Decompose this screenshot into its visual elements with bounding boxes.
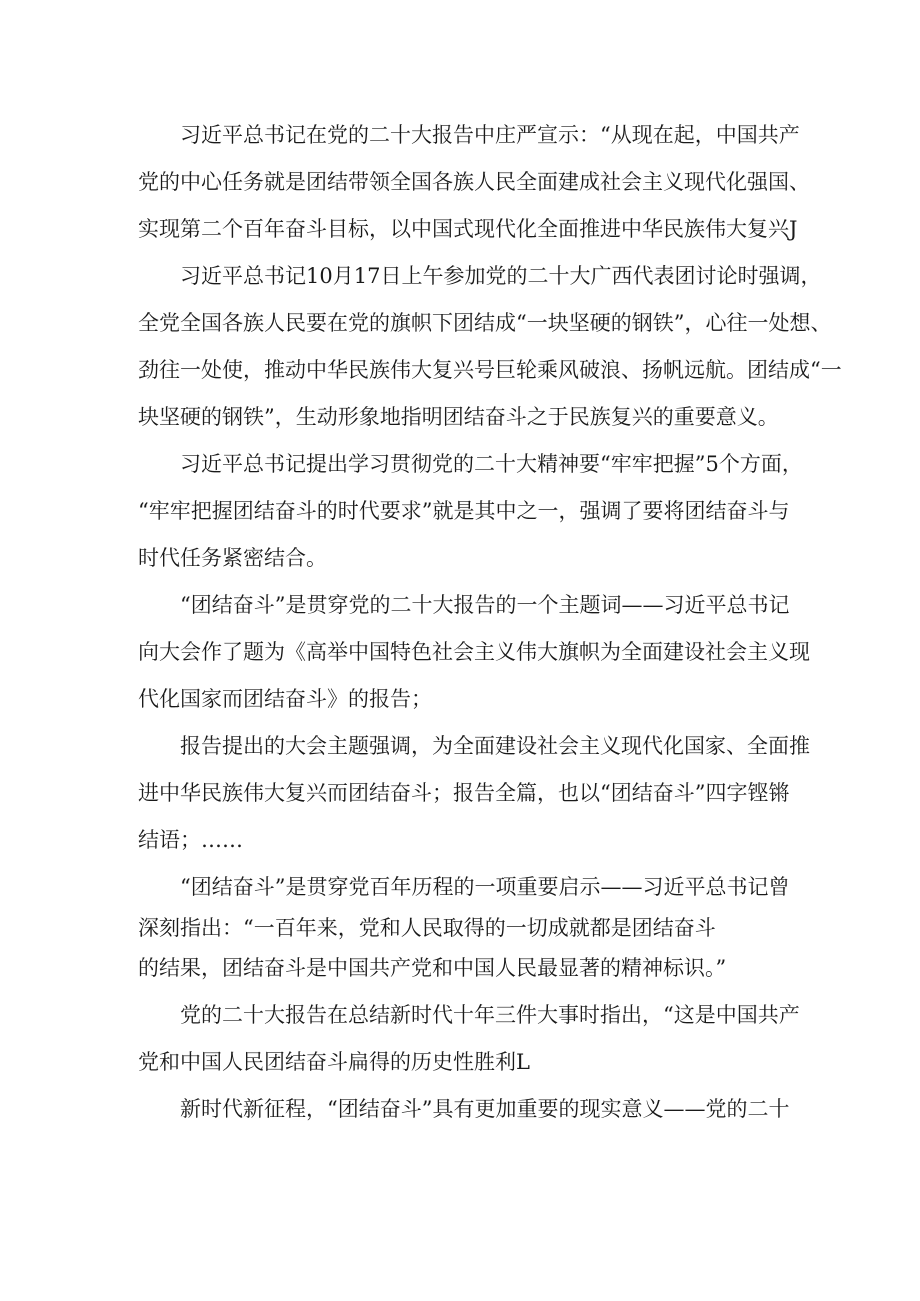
paragraph-line: 深刻指出：“一百年来，党和人民取得的一切成就都是团结奋斗 [138,916,716,940]
paragraph-line: 习近平总书记10月17日上午参加党的二十大广西代表团讨论时强调， [180,264,822,288]
paragraph-4 [138,582,810,723]
paragraph-line: 结语；…… [138,828,243,852]
paragraph-line: 全党全国各族人民要在党的旗帜下团结成“一块坚硬的钢铁”，心往一处想、 [138,311,832,335]
paragraph-line: 进中华民族伟大复兴而团结奋斗；报告全篇，也以“团结奋斗”四字铿锵 [138,781,790,805]
document-body [138,112,842,1133]
paragraph-line: 时代任务紧密结合。 [138,546,327,570]
paragraph-line: 党的中心任务就是团结带领全国各族人民全面建成社会主义现代化强国、 [138,170,810,194]
paragraph-line: 的结果，团结奋斗是中国共产党和中国人民最显著的精神标识。” [138,956,727,980]
paragraph-line: 习近平总书记在党的二十大报告中庄严宣示：“从现在起，中国共产 [180,123,800,147]
paragraph-1 [138,112,810,253]
paragraph-line: 新时代新征程，“团结奋斗”具有更加重要的现实意义——党的二十 [180,1097,790,1121]
paragraph-line: 劲往一处使，推动中华民族伟大复兴号巨轮乘风破浪、扬帆远航。团结成“一 [138,358,842,382]
paragraph-line: 实现第二个百年奋斗目标，以中国式现代化全面推进中华民族伟大复兴J [138,217,798,241]
paragraph-2 [138,253,842,441]
paragraph-line: “团结奋斗”是贯穿党百年历程的一项重要启示——习近平总书记曾 [180,875,790,899]
paragraph-line: 代化国家而团结奋斗》的报告； [138,687,432,711]
paragraph-6 [138,864,790,992]
paragraph-line: “牢牢把握团结奋斗的时代要求”就是其中之一，强调了要将团结奋斗与 [138,499,790,523]
paragraph-line: 报告提出的大会主题强调，为全面建设社会主义现代化国家、全面推 [180,734,810,758]
paragraph-line: 党的二十大报告在总结新时代十年三件大事时指出，“这是中国共产 [180,1003,800,1027]
paragraph-line: 块坚硬的钢铁”，生动形象地指明团结奋斗之于民族复兴的重要意义。 [138,405,779,429]
paragraph-line: 习近平总书记提出学习贯彻党的二十大精神要“牢牢把握”5个方面， [180,452,803,476]
paragraph-line: 向大会作了题为《高举中国特色社会主义伟大旗帜为全面建设社会主义现 [138,640,810,664]
paragraph-8 [138,1086,790,1133]
paragraph-line: 党和中国人民团结奋斗扁得的历史性胜利L [138,1050,530,1074]
paragraph-line: “团结奋斗”是贯穿党的二十大报告的一个主题词——习近平总书记 [180,593,790,617]
paragraph-3 [138,441,803,582]
paragraph-7 [138,992,800,1086]
paragraph-5 [138,723,810,864]
